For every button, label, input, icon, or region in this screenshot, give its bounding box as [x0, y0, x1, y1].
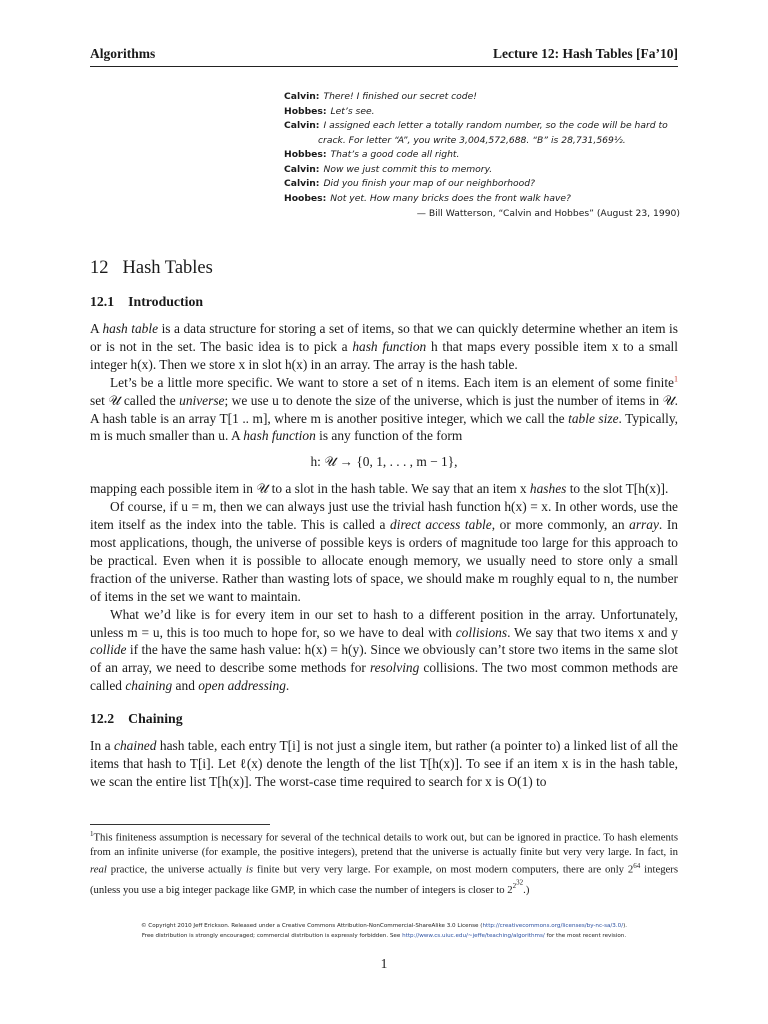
- license-link[interactable]: http://creativecommons.org/licenses/by-nc-sa/3.0/: [482, 923, 624, 929]
- epigraph-attribution: — Bill Watterson, “Calvin and Hobbes” (August 23, 1990): [416, 208, 680, 219]
- page-number: 1: [380, 956, 388, 971]
- main-content: [90, 256, 678, 791]
- section-heading-chaining: [90, 709, 678, 729]
- footnote-mark[interactable]: 1: [674, 374, 678, 384]
- epigraph: [284, 90, 680, 222]
- copyright-line-1: © Copyright 2010 Jeff Erickson. Released under a Creative Commons Attribution-NonCommercial-ShareAlike 3.0 License (http://creativecommons.org/licenses/by-nc-sa/3.0/).: [140, 923, 628, 929]
- epigraph-speaker: Hobbes:: [284, 105, 327, 117]
- chapter-number: 12: [90, 258, 109, 278]
- chapter-title: Hash Tables: [122, 258, 213, 278]
- term-hash-function: hash function: [243, 428, 316, 444]
- epigraph-text: There! I finished our secret code!: [323, 91, 477, 102]
- term-collide: collide: [90, 642, 127, 658]
- epigraph-text: I assigned each letter a totally random number, so the code will be hard to: [323, 120, 668, 131]
- epigraph-line: [284, 105, 680, 120]
- term-hash-function: hash function: [352, 338, 427, 354]
- epigraph-line: [284, 148, 680, 163]
- epigraph-speaker: Calvin:: [284, 120, 320, 131]
- epigraph-line: [284, 119, 680, 134]
- epigraph-text: Not yet. How many bricks does the front walk have?: [330, 192, 571, 204]
- epigraph-text: crack. For letter “A”, you write 3,004,572,688. “B” is 28,731,569½.: [318, 134, 626, 146]
- section-number: 12.1: [90, 294, 115, 309]
- epigraph-text: Let’s see.: [330, 105, 375, 117]
- epigraph-text: Now we just commit this to memory.: [323, 163, 493, 175]
- epigraph-speaker: Hoobes:: [284, 192, 327, 204]
- running-head: [90, 46, 678, 66]
- epigraph-line: [284, 134, 680, 149]
- paragraph-4: Of course, if u = m, then we can always just use the trivial hash function h(x) = x. In other words, use the item itself as the index into the table. This is called a direct access table, or more commonly, an array. In most applications, though, the universe of possible keys is orders of magnitude too large for this approach to be practical. Even when it is possible to allocate enough memory, we usually need to store only a small fraction of the universe. Rather than wasting lots of space, we should make m roughly equal to n, the number of items in the set we want to maintain.: [90, 499, 678, 604]
- term-open-addressing: open addressing: [198, 678, 286, 694]
- running-head-left: Algorithms: [90, 46, 156, 61]
- epigraph-speaker: Calvin:: [284, 163, 320, 175]
- paragraph-5: What we’d like is for every item in our set to hash to a different position in the array. Unfortunately, unless m = u, this is too much to hope for, so we have to deal with collisions. We say that two items x and y collide if the have the same hash value: h(x) = h(y). Since we obviously can’t store two items in the same slot of an array, we need to describe some methods for resolving collisions. The two most common methods are called chaining and open addressing.: [90, 606, 678, 694]
- epigraph-speaker: Calvin:: [284, 178, 320, 189]
- term-chained: chained: [114, 738, 157, 754]
- footnote-rule: [90, 824, 270, 825]
- section-title: Chaining: [128, 711, 183, 727]
- epigraph-line: [284, 192, 680, 207]
- term-resolving: resolving: [369, 660, 420, 676]
- epigraph-speaker: Hobbes:: [284, 149, 327, 160]
- term-chaining: chaining: [125, 678, 173, 694]
- term-universe: universe: [179, 392, 225, 408]
- running-head-right: Lecture 12: Hash Tables [Fa’10]: [493, 46, 678, 61]
- paragraph-6: In a chained hash table, each entry T[i] is not just a single item, but rather (a pointer to) a linked list of all the items that hash to T[i]. Let ℓ(x) denote the length of the list T[h(x)]. To see if an item x is in the hash table, we scan the entire list T[h(x)]. The worst-case time required to search for x is O(1) to: [90, 738, 678, 789]
- display-equation: h: 𝒰 → {0, 1, . . . , m − 1},: [310, 454, 458, 470]
- paragraph-3: mapping each possible item in 𝒰 to a slot in the hash table. We say that an item x hashes to the slot T[h(x)].: [90, 481, 669, 497]
- footnote: $^1$This finiteness assumption is necessary for several of the technical details to work out, but can be ignored in practice. To hash elements from an infinite universe (for example, the positive integers), pretend that the universe is actually finite but very very large. In fact, in real practice, the universe actually is finite but very very large. For example, on most modern computers, there are only $2^{64}$ integers (unless you use a big integer package like GMP, in which case the number of integers is closer to $2^{2^{32}}$.): [90, 830, 679, 897]
- epigraph-line: [284, 163, 680, 178]
- term-table-size: table size: [568, 410, 619, 426]
- copyright-line-2: Free distribution is strongly encouraged; commercial distribution is expressly forbidden. See http://www.cs.uiuc.edu/~jeffe/teaching/algorithms/ for the most recent revision.: [141, 933, 627, 939]
- epigraph-line: [284, 90, 680, 105]
- header-rule: [90, 66, 678, 67]
- footnote-number: 1: [90, 830, 94, 838]
- epigraph-speaker: Calvin:: [284, 91, 320, 102]
- paragraph-2: Let’s be a little more specific. We want to store a set of n items. Each item is an element of some finite$^1$ set 𝒰 called the universe; we use u to denote the size of the universe, which is just the number of items in 𝒰. A hash table is an array T[1 .. m], where m is another positive integer, which we call the table size. Typically, m is much smaller than u. A hash function is any function of the form: [90, 374, 678, 444]
- epigraph-text: That’s a good code all right.: [330, 149, 460, 160]
- epigraph-text: Did you finish your map of our neighborhood?: [323, 178, 535, 189]
- paragraph-1: A hash table is a data structure for storing a set of items, so that we can quickly determine whether an item is or is not in the set. The basic idea is to pick a hash function h that maps every possible item x to a small integer h(x). Then we store x in slot h(x) in an array. The array is the hash table.: [90, 321, 678, 372]
- section-heading-introduction: [90, 292, 678, 312]
- section-title: Introduction: [128, 294, 204, 309]
- term-direct-access-table: direct access table: [390, 517, 492, 533]
- chapter-heading: [90, 256, 678, 280]
- course-link[interactable]: http://www.cs.uiuc.edu/~jeffe/teaching/algorithms/: [402, 933, 545, 939]
- term-array: array: [629, 517, 659, 533]
- term-hashes: hashes: [529, 481, 567, 497]
- epigraph-line: [284, 177, 680, 192]
- term-collisions: collisions: [455, 624, 508, 640]
- copyright-notice: [90, 921, 678, 941]
- term-hash-table: hash table: [102, 321, 159, 336]
- section-number: 12.2: [90, 711, 115, 727]
